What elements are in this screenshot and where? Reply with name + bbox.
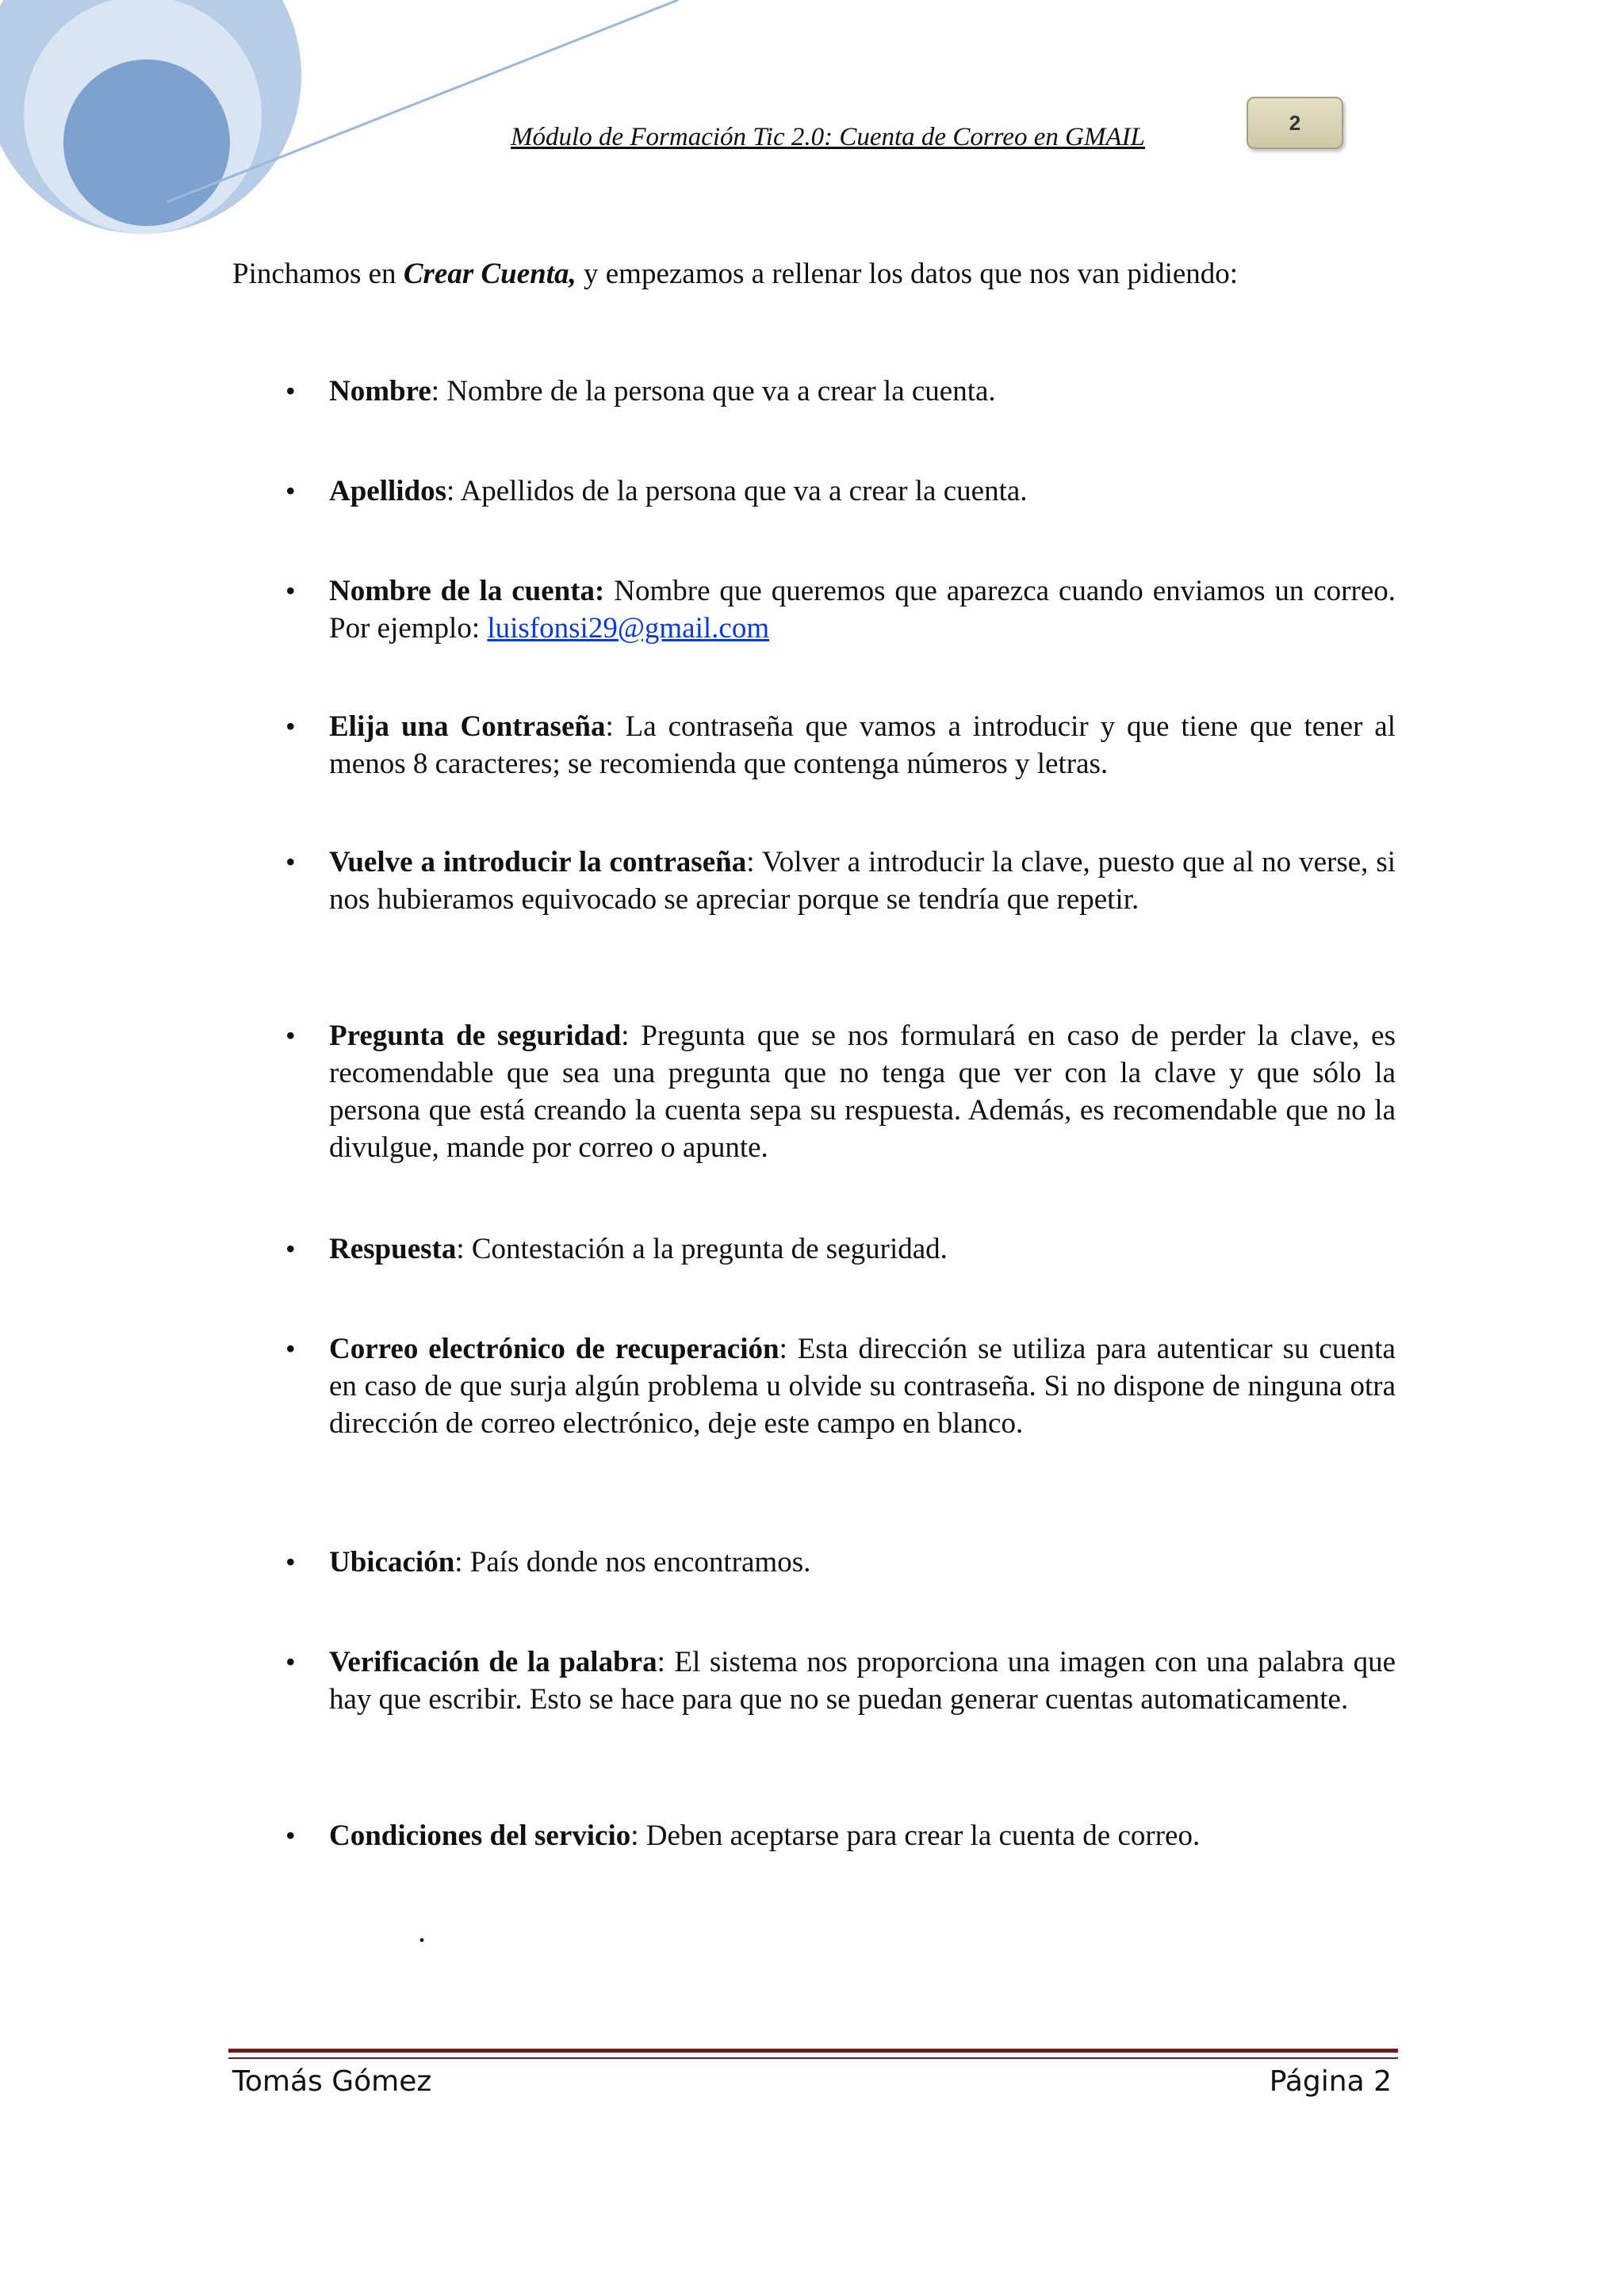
item-text: Nombre que queremos que aparezca cuando enviamos un correo. Por ejemplo: [329, 575, 1396, 645]
footer-divider [228, 2049, 1398, 2059]
item-text: : El sistema nos proporciona una imagen con una palabra que hay que escribir. Esto se hace para que no se puedan generar cuentas automaticamente. [329, 1646, 1396, 1716]
list-item [329, 1544, 1396, 1581]
bullet-icon [285, 1230, 301, 1246]
bullet-icon [285, 844, 301, 859]
footer-author: Tomás Gómez [232, 2065, 432, 2098]
stray-period: . [418, 1913, 426, 1949]
bullet-icon [285, 1017, 301, 1033]
page-number-badge: 2 [1247, 97, 1343, 149]
list-item [329, 1644, 1396, 1718]
list-item [329, 373, 1396, 410]
intro-paragraph [232, 255, 1398, 293]
item-term: Correo electrónico de recuperación [329, 1333, 779, 1365]
list-item [329, 844, 1396, 918]
item-term: Nombre [329, 375, 431, 408]
bullet-icon [285, 373, 301, 388]
item-text: : Apellidos de la persona que va a crear la cuenta. [446, 475, 1028, 507]
item-term: Vuelve a introducir la contraseña [329, 846, 747, 878]
intro-text-end: y empezamos a rellenar los datos que nos van pidiendo: [576, 258, 1239, 290]
footer-page-number: Página 2 [1269, 2065, 1392, 2098]
item-text: : Deben aceptarse para crear la cuenta de correo. [630, 1820, 1201, 1852]
list-item [329, 1817, 1396, 1854]
item-term: Apellidos [329, 475, 447, 507]
example-email-link[interactable]: luisfonsi29@gmail.com [487, 612, 770, 645]
intro-emphasis: Crear Cuenta, [403, 258, 576, 290]
bullet-icon [285, 1817, 301, 1833]
list-item [329, 1017, 1396, 1166]
list-item [329, 708, 1396, 783]
list-item [329, 1330, 1396, 1442]
bullet-icon [285, 1544, 301, 1559]
item-text: : País donde nos encontramos. [454, 1546, 811, 1578]
bullet-icon [285, 708, 301, 724]
item-term: Nombre de la cuenta: [329, 575, 605, 607]
bullet-icon [285, 1330, 301, 1346]
item-text: : Volver a introducir la clave, puesto que al no verse, si nos hubieramos equivocado se apreciar porque se tendría que repetir. [329, 846, 1396, 916]
item-term: Respuesta [329, 1233, 457, 1265]
list-item [329, 473, 1396, 510]
item-term: Verificación de la palabra [329, 1646, 657, 1678]
list-item [329, 572, 1396, 647]
item-text: : Nombre de la persona que va a crear la cuenta. [431, 375, 996, 408]
item-text: : La contraseña que vamos a introducir y que tiene que tener al menos 8 caracteres; se recomienda que contenga números y letras. [329, 710, 1396, 780]
item-text: : Pregunta que se nos formulará en caso de perder la clave, es recomendable que sea una pregunta que no tenga que ver con la clave y que sólo la persona que está creando la cuenta sepa su respuesta. Además, es recomendable que no la divulgue, mande por correo o apunte. [329, 1020, 1396, 1164]
item-term: Condiciones del servicio [329, 1820, 631, 1852]
bullet-icon [285, 572, 301, 588]
bullet-icon [285, 473, 301, 488]
bullet-icon [285, 1644, 301, 1659]
intro-text-start: Pinchamos en [232, 258, 404, 290]
item-term: Elija una Contraseña [329, 710, 606, 743]
item-text: : Esta dirección se utiliza para autenticar su cuenta en caso de que surja algún problema u olvide su contraseña. Si no dispone de ninguna otra dirección de correo electrónico, deje este campo en blanco. [329, 1333, 1396, 1440]
item-term: Ubicación [329, 1546, 455, 1578]
item-text: : Contestación a la pregunta de seguridad. [456, 1233, 948, 1265]
list-item [329, 1230, 1396, 1268]
item-term: Pregunta de seguridad [329, 1020, 622, 1052]
header-title: Módulo de Formación Tic 2.0: Cuenta de Correo en GMAIL [511, 123, 1145, 151]
